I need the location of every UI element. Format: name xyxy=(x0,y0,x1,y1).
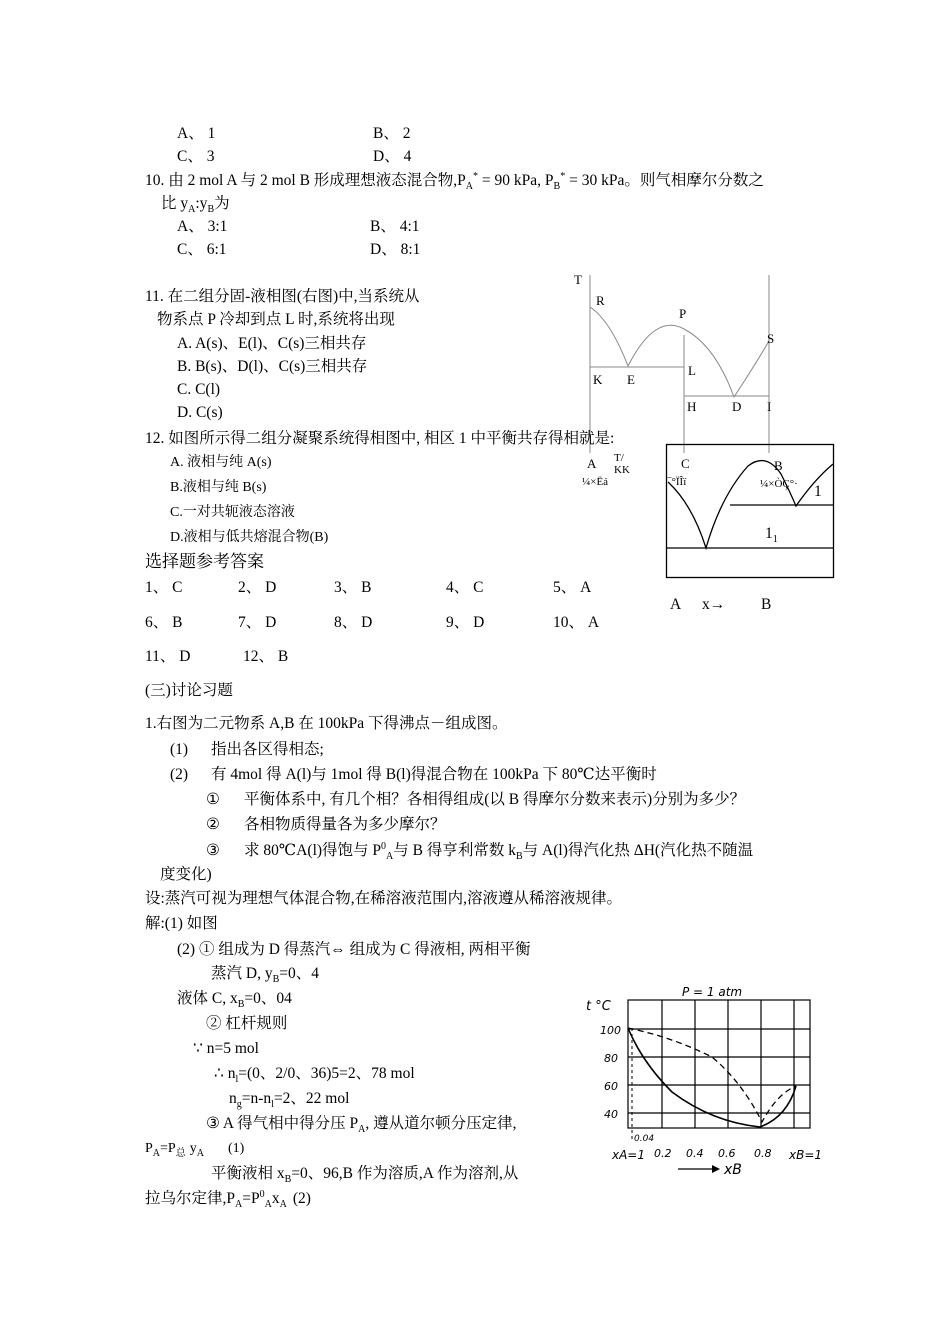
solution-2: (2) ① 组成为 D 得蒸汽⇔ 组成为 C 得液相, 两相平衡 xyxy=(177,941,531,958)
point-s-label: S xyxy=(767,331,775,346)
answer-5: 5、 A xyxy=(553,579,592,596)
chart-ylabel: t °C xyxy=(586,999,611,1014)
region-1-label: 1 xyxy=(814,483,822,500)
q11-option-a: A. A(s)、E(l)、C(s)三相共存 xyxy=(177,335,367,352)
garbled-label-left: ¼×Ëá xyxy=(582,476,609,488)
ytick-100: 100 xyxy=(600,1024,621,1037)
answers-title: 选择题参考答案 xyxy=(145,552,264,571)
equilibrium-liquid-line: 平衡液相 $x_B=0$、96,B 作为溶质,A 作为溶剂,从 xyxy=(211,1165,519,1186)
answer-12: 12、 B xyxy=(243,648,289,665)
q12-option-c: C.一对共轭液态溶液 xyxy=(170,505,295,520)
point-r-label: R xyxy=(596,293,605,308)
q12-option-d: D.液相与低共熔混合物(B) xyxy=(170,530,329,545)
q11-option-b: B. B(s)、D(l)、C(s)三相共存 xyxy=(177,358,368,375)
q9-option-b: B、 2 xyxy=(373,125,411,142)
q12-stem: 12. 如图所示得二组分凝聚系统得相图中, 相区 1 中平衡共存得相就是: xyxy=(145,430,615,447)
answer-11: 11、 D xyxy=(145,648,191,665)
q10-option-d: D、 8:1 xyxy=(370,241,421,258)
q10-option-c: C、 6:1 xyxy=(177,241,227,258)
raoult-line: 拉乌尔定律$,P_A=P^0_Ax_A$ (2) xyxy=(145,1188,311,1211)
x-axis-a-label: A xyxy=(670,596,682,613)
x-left-label: xA=1 xyxy=(612,1148,645,1162)
mark-004: 0.04 xyxy=(634,1134,655,1144)
point-k-label: K xyxy=(593,372,603,387)
point-p-label: P xyxy=(679,306,687,321)
q10-stem: 10. 由 2 mol A 与 2 mol B 形成理想液态混合物$,P_A^* = 90$ kPa, $P_B^* = 30$ kPa。则气相摩尔分数之 xyxy=(145,170,764,193)
answer-4: 4、 C xyxy=(446,579,484,596)
answer-6: 6、 B xyxy=(145,614,183,631)
sub-3-text: 求 80℃A(l)得饱与 $P^0_A$与 B 得亨利常数 $k_B$与 A(l)得汽化热 ΔH(汽化热不随温 xyxy=(244,840,754,863)
sub-1-number: ① xyxy=(206,791,220,808)
q9-option-d: D、 4 xyxy=(373,148,412,165)
answer-3: 3、 B xyxy=(334,579,372,596)
xtick-06: 0.6 xyxy=(718,1147,736,1160)
q12-option-a: A. 液相与纯 A(s) xyxy=(170,455,272,470)
condensed-phase-diagram xyxy=(666,444,836,579)
ytick-60: 60 xyxy=(604,1080,618,1093)
point-a-label: A xyxy=(587,456,597,471)
point-i-label: I xyxy=(767,399,772,414)
q11-stem: 11. 在二组分固-液相图(右图)中,当系统从 xyxy=(145,288,420,305)
point-l-label: L xyxy=(688,363,696,378)
ng-line: $n_g=n-n_l=2$、22 mol xyxy=(229,1090,350,1111)
xtick-04: 0.4 xyxy=(686,1147,704,1160)
point-d-label: D xyxy=(732,399,742,414)
q11-option-d: D. C(s) xyxy=(177,404,223,421)
sub-2-number: ② xyxy=(206,816,220,833)
xtick-08: 0.8 xyxy=(754,1147,772,1160)
answer-10: 10、 A xyxy=(553,614,600,631)
discussion-q1: 1.右图为二元物系 A,B 在 100kPa 下得沸点－组成图。 xyxy=(145,715,508,732)
tk-label: T/ KK xyxy=(614,452,630,476)
answer-9: 9、 D xyxy=(446,614,485,631)
because-line: ∵ n=5 mol xyxy=(193,1040,259,1057)
part-1-number: (1) xyxy=(170,741,189,758)
q9-option-a: A、 1 xyxy=(177,125,216,142)
dalton-line: ③ A 得气相中得分压 $P_A$, 遵从道尔顿分压定律, xyxy=(206,1115,517,1136)
q10-option-b: B、 4:1 xyxy=(370,218,420,235)
garbled-label-mid: ¯°ÏÎï xyxy=(666,476,687,488)
sub-2-text: 各相物质得量各为多少摩尔？ xyxy=(244,816,446,833)
part-1-text: 指出各区得相态; xyxy=(211,741,324,758)
q12-option-b: B.液相与纯 B(s) xyxy=(170,480,267,495)
point-h-label: H xyxy=(687,399,697,414)
boiling-point-diagram xyxy=(582,982,832,1182)
region-11-label: $1_1$ xyxy=(765,525,778,546)
liquid-c: 液体 C, $x_B=0$、04 xyxy=(177,990,292,1011)
assumption: 设:蒸汽可视为理想气体混合物,在稀溶液范围内,溶液遵从稀溶液规律。 xyxy=(145,890,623,907)
ytick-40: 40 xyxy=(604,1108,618,1121)
answer-8: 8、 D xyxy=(334,614,373,631)
x-axis-label: xB xyxy=(724,1162,742,1178)
q11-option-c: C. C(l) xyxy=(177,381,221,398)
x-axis-arrow-label: x→ xyxy=(702,596,726,613)
vapor-d: 蒸汽 D, $y_B=0$、4 xyxy=(211,965,319,986)
therefore-line: ∴ $n_l=(0$、2/0、36)5=2、78 mol xyxy=(214,1065,415,1086)
equation-1: $P_A=P_总$ $y_A$ (1) xyxy=(145,1141,245,1159)
chart-title: P = 1 atm xyxy=(682,985,743,999)
q11-stem-cont: 物系点 P 冷却到点 L 时,系统将出现 xyxy=(157,311,395,328)
xtick-02: 0.2 xyxy=(654,1147,672,1160)
sub-3-number: ③ xyxy=(206,842,220,859)
point-c-label: C xyxy=(681,456,690,471)
q9-option-c: C、 3 xyxy=(177,148,215,165)
q10-option-a: A、 3:1 xyxy=(177,218,228,235)
solid-liquid-phase-diagram xyxy=(570,265,780,455)
sub-3-cont: 度变化) xyxy=(160,866,212,883)
part-2-text: 有 4mol 得 A(l)与 1mol 得 B(l)得混合物在 100kPa 下 80℃达平衡时 xyxy=(211,766,657,783)
lever-rule: ② 杠杆规则 xyxy=(206,1015,288,1032)
q10-stem-cont: 比 $y_A:y_B$为 xyxy=(161,195,230,216)
x-axis-b-label: B xyxy=(761,596,772,613)
answer-1: 1、 C xyxy=(145,579,183,596)
solution-1: 解:(1) 如图 xyxy=(145,915,218,932)
answer-7: 7、 D xyxy=(238,614,277,631)
sub-1-text: 平衡体系中, 有几个相？各相得组成(以 B 得摩尔分数来表示)分别为多少？ xyxy=(244,791,746,808)
ytick-80: 80 xyxy=(604,1052,618,1065)
axis-t-label: T xyxy=(574,272,582,287)
garbled-label-right: ¼×ÒÇ°· xyxy=(760,478,798,490)
answer-2: 2、 D xyxy=(238,579,277,596)
point-b-label: B xyxy=(774,458,783,473)
x-right-label: xB=1 xyxy=(789,1148,823,1162)
part-2-number: (2) xyxy=(170,766,189,783)
discussion-title: (三)讨论习题 xyxy=(145,682,233,699)
point-e-label: E xyxy=(627,372,635,387)
